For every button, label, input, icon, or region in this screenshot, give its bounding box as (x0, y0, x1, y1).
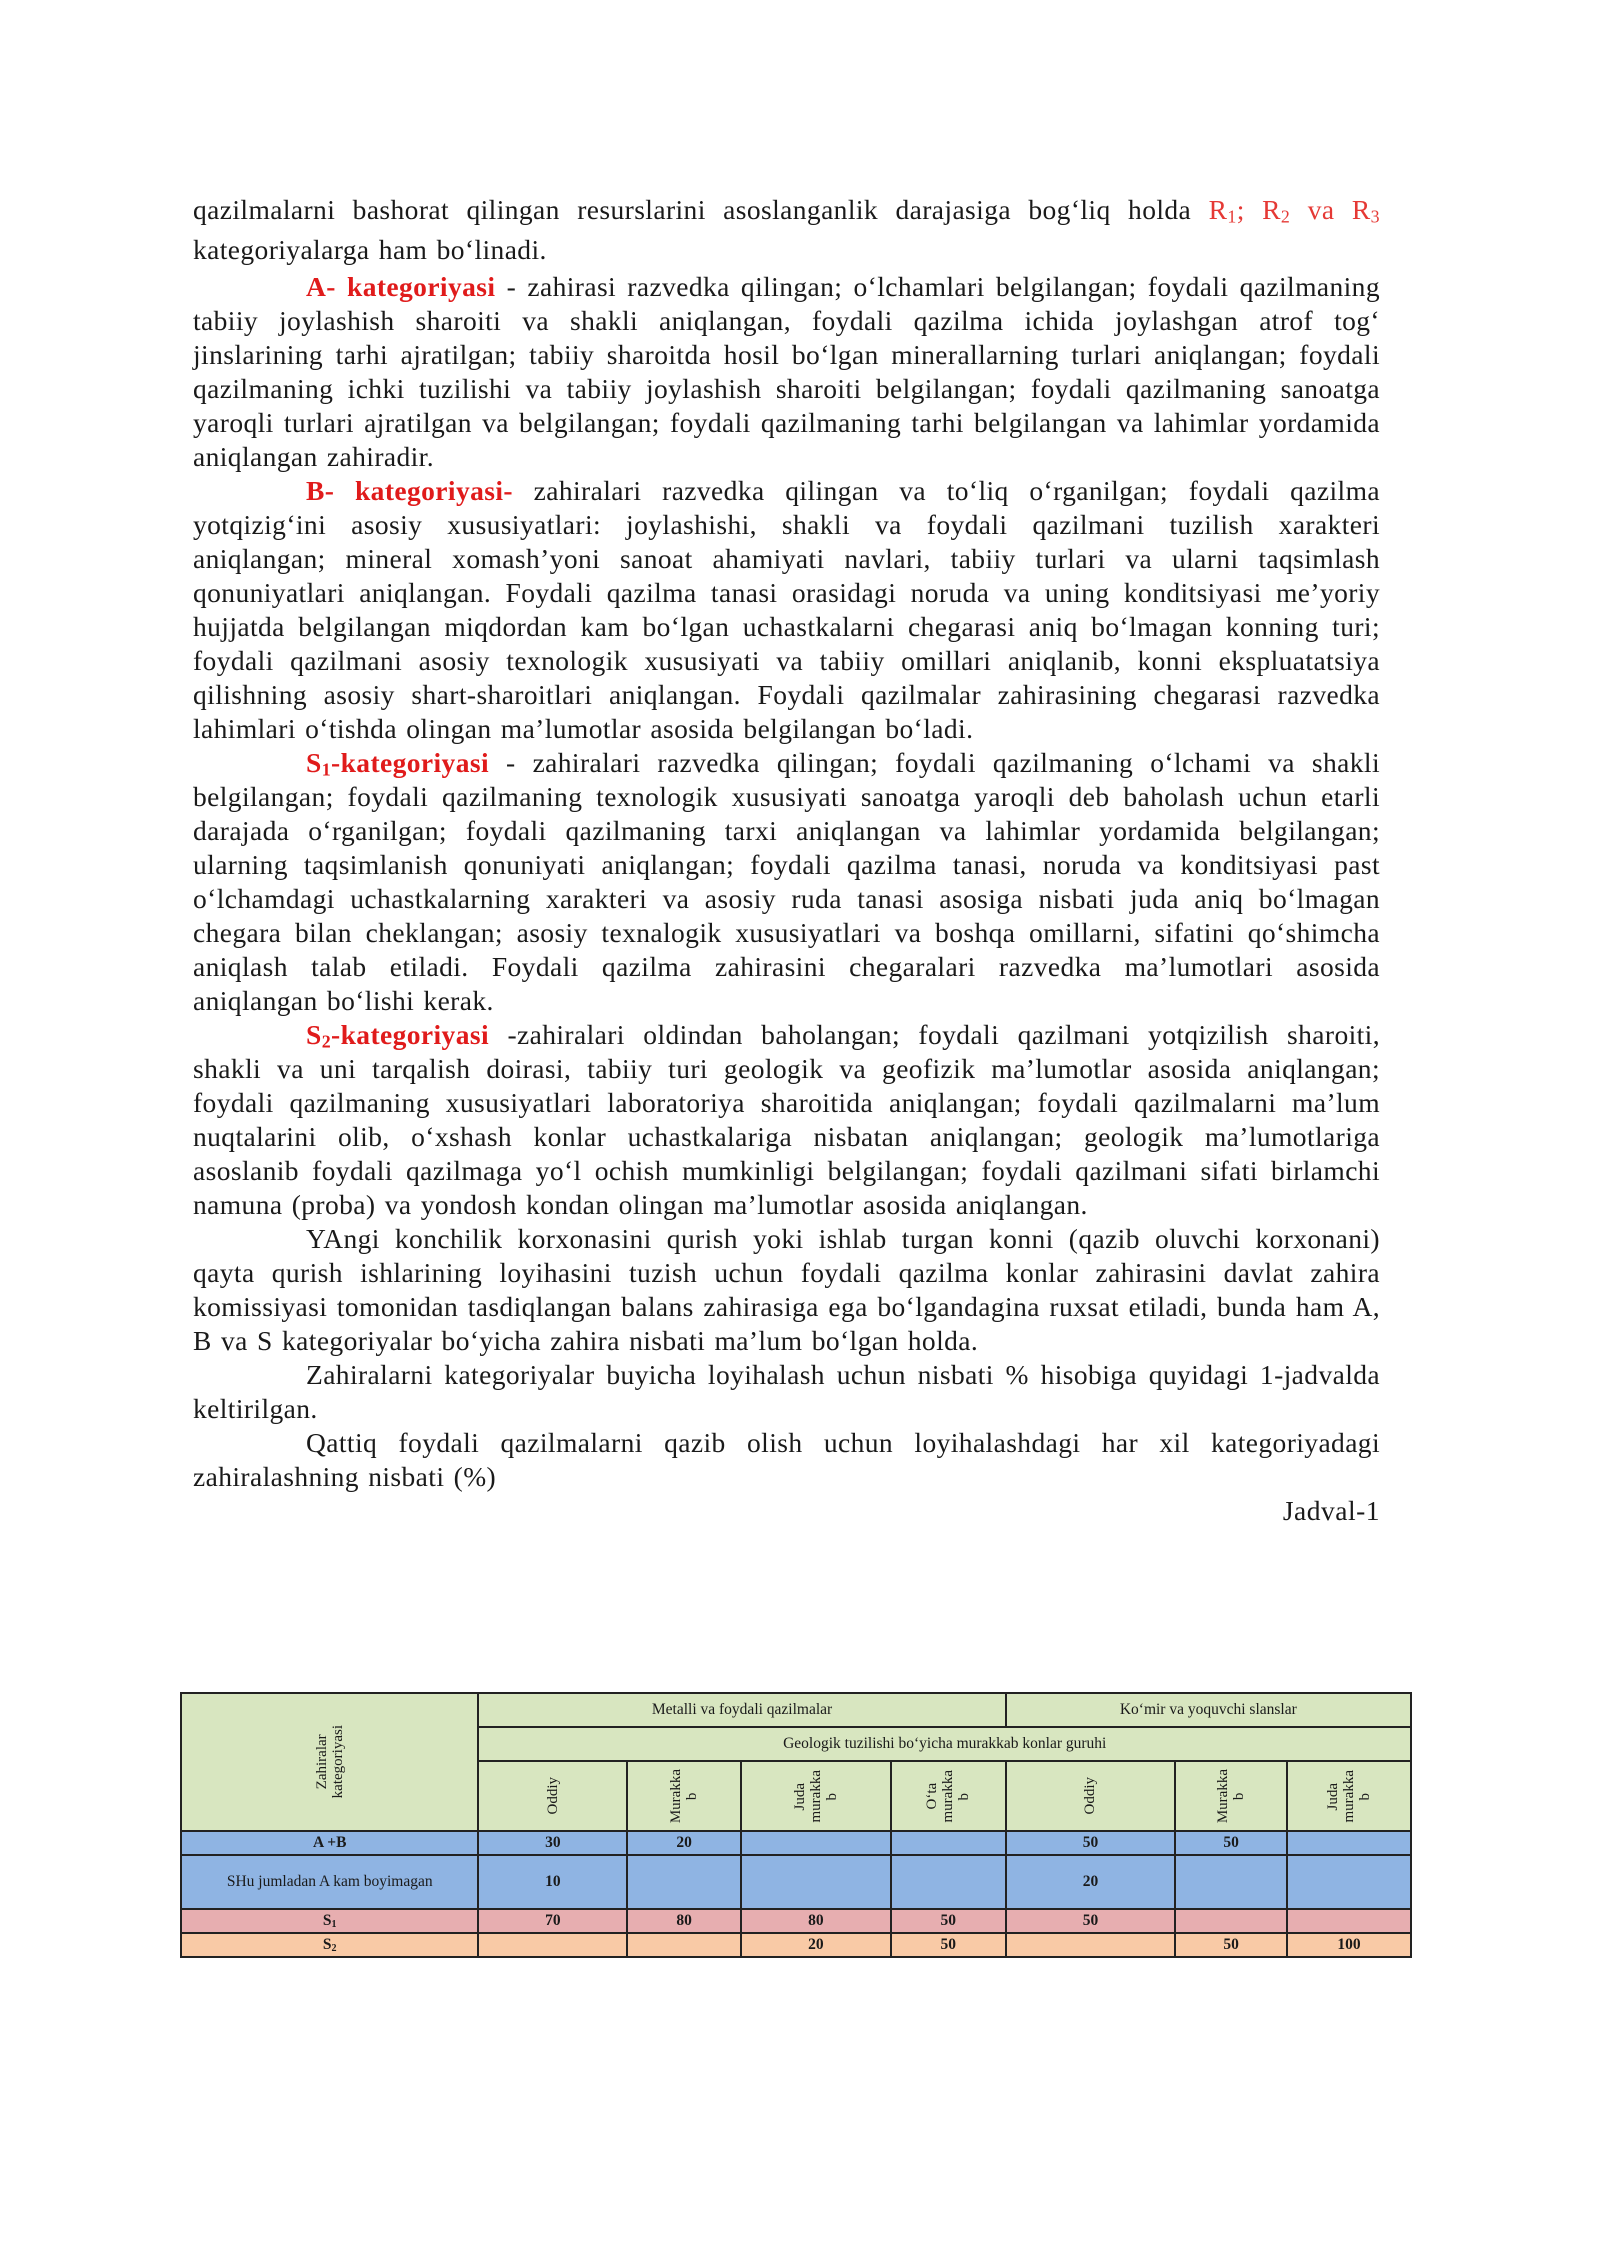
col-header-cell (627, 1761, 741, 1831)
col-header-cell (1006, 1761, 1176, 1831)
col-header-text: Murakka b (1215, 1768, 1248, 1824)
paragraph-s1-category (193, 746, 1380, 1018)
table-cell: 50 (1006, 1909, 1176, 1933)
table-cell (1287, 1909, 1411, 1933)
a-category-text: - zahirasi razvedka qilingan; o‘lchamlari belgilangan; foydali qazilmaning tabiiy joylashish sharoiti va shakli aniqlangan, foydali qazilma ichida joylashgan atrof tog‘ jinslarining tarhi ajratilgan; tabiiy sharoitda hosil bo‘lgan minerallarning turlari aniqlangan; foydali qazilmaning ichki tuzilishi va tabiiy joylashish sharoiti belgilangan; foydali qazilmaning sanoatga yaroqli turlari ajratilgan va belgilangan; foydali qazilmaning tarhi belgilangan va lahimlar yordamida aniqlangan zahiradir. (193, 271, 1380, 472)
b-category-label: B- kategoriyasi- (306, 475, 513, 506)
row-label: SHu jumladan A kam boyimagan (181, 1855, 478, 1909)
col-header-text: Juda murakka b (1325, 1769, 1374, 1823)
table-cell: 20 (627, 1831, 741, 1855)
col-header-cell (1175, 1761, 1287, 1831)
table-row (181, 1855, 1411, 1909)
col-header-text: Oddiy (544, 1777, 561, 1815)
a-category-label: A- kategoriyasi (306, 271, 496, 302)
table-cell (1006, 1933, 1176, 1957)
col-header-text: O‘ta murakka b (924, 1769, 973, 1823)
paragraph-s2-category (193, 1018, 1380, 1222)
table-cell (1287, 1831, 1411, 1855)
table-cell: 80 (627, 1909, 741, 1933)
table-cell (741, 1855, 891, 1909)
table-cell: 10 (478, 1855, 627, 1909)
s2-category-text: -zahiralari oldindan baholangan; foydali qazilmani yotqizilish sharoiti, shakli va uni tarqalish doirasi, tabiiy turi geologik va geofizik ma’lumotlar asosida aniqlangan; foydali qazilmaning xususiyatlari laboratoriya sharoitida aniqlangan; foydali qazilmalarni ma’lum nuqtalarini olib, o‘xshash konlar uchastkalariga nisbatan aniqlangan; geologik ma’lumotlariga asoslanib foydali qazilmaga yo‘l ochish mumkinligi belgilangan; foydali qazilmani sifati birlamchi namuna (proba) va yondosh kondan olingan ma’lumotlar asosida aniqlangan. (193, 1019, 1380, 1220)
r1-label: $R_1$; (1208, 194, 1245, 227)
table-row (181, 1933, 1411, 1957)
col-header-text: Oddiy (1082, 1777, 1099, 1815)
group-header-komir: Ko‘mir va yoquvchi slanslar (1006, 1693, 1411, 1727)
table-cell (1175, 1855, 1287, 1909)
table-row (181, 1909, 1411, 1933)
r3-label: $R_3$ (1351, 194, 1380, 227)
s1-category-label: $S_1$-kategoriyasi (306, 747, 490, 780)
intro-text: qazilmalarni bashorat qilingan resurslarini asoslanganlik darajasiga bog‘liq holda (193, 194, 1192, 225)
table-cell: 50 (891, 1933, 1006, 1957)
reserve-ratio-table (180, 1692, 1412, 1958)
table-cell: 30 (478, 1831, 627, 1855)
row-label: $S_2$ (181, 1933, 478, 1957)
paragraph-zahira: Zahiralarni kategoriyalar buyicha loyihalash uchun nisbati % hisobiga quyidagi 1-jadvalda keltirilgan. (193, 1359, 1380, 1424)
table-cell: 50 (1175, 1831, 1287, 1855)
s1-category-text: - zahiralari razvedka qilingan; foydali qazilmaning o‘lchami va shakli belgilangan; foydali qazilmaning texnologik xususiyati sanoatga yaroqli deb baholash uchun etarli darajada o‘rganilgan; foydali qazilmaning tarxi aniqlangan va lahimlar yordamida belgilangan; ularning taqsimlanish qonuniyati aniqlangan; foydali qazilma tanasi, noruda va konditsiyasi past o‘lchamdagi uchastkalarning xarakteri va asosiy ruda tanasi asosiga nisbati juda aniq bo‘lmagan chegara bilan cheklangan; asosiy texnalogik xususiyatlari va boshqa omillarni, sifatini qo‘shimcha aniqlash talab etiladi. Foydali qazilma zahirasini chegaralari razvedka ma’lumotlari asosida aniqlangan bo‘lishi kerak. (193, 747, 1380, 1016)
table-cell: 20 (1006, 1855, 1176, 1909)
table-header-row-1 (181, 1693, 1411, 1727)
r2-va: va (1307, 194, 1335, 225)
table-cell (891, 1831, 1006, 1855)
col-header-cell (478, 1761, 627, 1831)
table-cell (478, 1933, 627, 1957)
r2-label: $R_2$ (1262, 194, 1291, 227)
table-cell: 100 (1287, 1933, 1411, 1957)
col-header-text: Murakka b (668, 1768, 701, 1824)
table-caption: Qattiq foydali qazilmalarni qazib olish uchun loyihalashdagi har xil kategoriyadagi zahiralashning nisbati (%) (193, 1427, 1380, 1492)
table-cell: 20 (741, 1933, 891, 1957)
corner-header-text: Zahiralar kategoriyasi (313, 1725, 346, 1799)
col-header-text: Juda murakka b (791, 1769, 840, 1823)
table-cell: 50 (891, 1909, 1006, 1933)
row-label: $S_1$ (181, 1909, 478, 1933)
table-row (181, 1831, 1411, 1855)
table-cell (1287, 1855, 1411, 1909)
table-number-label: Jadval-1 (1282, 1495, 1380, 1526)
table-cell (627, 1855, 741, 1909)
intro-paragraph (193, 190, 1380, 270)
subgroup-header: Geologik tuzilishi bo‘yicha murakkab konlar guruhi (478, 1727, 1411, 1761)
col-header-cell (1287, 1761, 1411, 1831)
corner-header-cell (181, 1693, 478, 1831)
table-cell (1175, 1909, 1287, 1933)
b-category-text: zahiralari razvedka qilingan va to‘liq o‘rganilgan; foydali qazilma yotqizig‘ini asosiy xususiyatlari: joylashishi, shakli va foydali qazilmani tuzilish xarakteri aniqlangan; mineral xomash’yoni sanoat ahamiyati navlari, tabiiy turlari va ularni taqsimlash qonuniyatlari aniqlangan. Foydali qazilma tanasi orasidagi noruda va uning konditsiyasi me’yoriy hujjatda belgilangan miqdordan kam bo‘lgan uchastkalarni chegarasi aniq bo‘lmagan konning turi; foydali qazilmani asosiy texnologik xususiyati va tabiiy omillari aniqlanib, konni ekspluatatsiya qilishning asosiy shart-sharoitlari aniqlangan. Foydali qazilmalar zahirasining chegarasi razvedka lahimlari o‘tishda olingan ma’lumotlar asosida belgilangan bo‘ladi. (193, 475, 1380, 744)
col-header-cell (891, 1761, 1006, 1831)
table-cell: 50 (1006, 1831, 1176, 1855)
table-cell: 70 (478, 1909, 627, 1933)
col-header-cell (741, 1761, 891, 1831)
row-label: A +B (181, 1831, 478, 1855)
paragraph-a-category (193, 270, 1380, 474)
table-cell: 50 (1175, 1933, 1287, 1957)
table-cell: 80 (741, 1909, 891, 1933)
intro-text-end: kategoriyalarga ham bo‘linadi. (193, 234, 547, 265)
paragraph-b-category (193, 474, 1380, 746)
group-header-metal: Metalli va foydali qazilmalar (478, 1693, 1005, 1727)
s2-category-label: $S_2$-kategoriyasi (306, 1019, 490, 1052)
table-cell (741, 1831, 891, 1855)
paragraph-yangi: YAngi konchilik korxonasini qurish yoki ishlab turgan konni (qazib oluvchi korxonani) qayta qurish ishlarining loyihasini tuzish uchun foydali qazilma konlar zahirasini davlat zahira komissiyasi tomonidan tasdiqlangan balans zahirasiga ega bo‘lgandagina ruxsat etiladi, bunda ham A, B va S kategoriyalar bo‘yicha zahira nisbati ma’lum bo‘lgan holda. (193, 1223, 1380, 1356)
table-cell (891, 1855, 1006, 1909)
table-cell (627, 1933, 741, 1957)
